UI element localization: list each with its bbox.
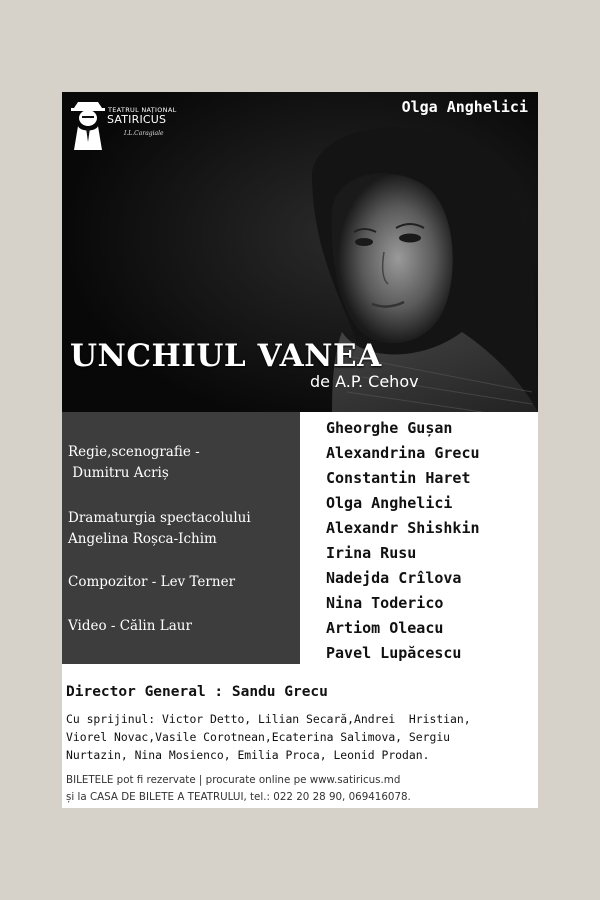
play-title: UNCHIUL VANEA <box>70 338 382 374</box>
cast-member: Alexandrina Grecu <box>326 444 480 462</box>
cast-member: Constantin Haret <box>326 469 471 487</box>
ticket-info <box>66 772 536 806</box>
crew-credit-dramaturgy <box>68 508 251 550</box>
logo-text-top: TEATRUL NAȚIONAL <box>108 106 177 114</box>
crew-credit-composer <box>68 572 235 593</box>
logo-text-name: SATIRICUS <box>107 113 167 126</box>
crew-credits-box <box>62 412 300 664</box>
theatre-logo <box>68 98 178 154</box>
cast-member: Irina Rusu <box>326 544 417 562</box>
cast-member: Nina Toderico <box>326 594 444 612</box>
cast-member: Pavel Lupăcescu <box>326 644 462 662</box>
featured-actor-name: Olga Anghelici <box>401 98 528 116</box>
support-line: Nurtazin, Nina Mosienco, Emilia Proca, Leonid Prodan. <box>66 748 430 762</box>
support-line: Cu sprijinul: Victor Detto, Lilian Secară,Andrei Hristian, <box>66 712 471 726</box>
crew-role: Video - Călin Laur <box>68 618 192 634</box>
support-line: Viorel Novac,Vasile Corotnean,Ecaterina Salimova, Sergiu <box>66 730 451 744</box>
logo-signature: I.L.Caragiale <box>124 130 164 137</box>
crew-role: Dramaturgia spectacolului <box>68 510 251 526</box>
cast-member: Nadejda Crîlova <box>326 569 462 587</box>
cast-member: Gheorghe Gușan <box>326 419 453 437</box>
cast-member: Alexandr Shishkin <box>326 519 480 537</box>
cast-member: Artiom Oleacu <box>326 619 444 637</box>
crew-person: Angelina Roșca-Ichim <box>68 531 217 547</box>
crew-credit-video <box>68 616 192 637</box>
theatre-logo-figure <box>68 98 108 154</box>
crew-person: Dumitru Acriș <box>68 465 169 481</box>
support-credits <box>66 710 536 764</box>
play-author: de A.P. Cehov <box>310 372 419 391</box>
crew-role: Regie,scenografie - <box>68 444 200 460</box>
poster <box>62 92 538 808</box>
crew-role: Compozitor - Lev Terner <box>68 574 236 590</box>
ticket-line: și la CASA DE BILETE A TEATRULUI, tel.: 022 20 28 90, 069416078. <box>66 791 411 803</box>
crew-credit-direction <box>68 442 200 484</box>
cast-member: Olga Anghelici <box>326 494 453 512</box>
ticket-line: BILETELE pot fi rezervate | procurate online pe www.satiricus.md <box>66 774 401 786</box>
hero-photo-area <box>62 92 538 412</box>
cast-list <box>326 416 480 666</box>
general-director: Director General : Sandu Grecu <box>66 684 328 700</box>
